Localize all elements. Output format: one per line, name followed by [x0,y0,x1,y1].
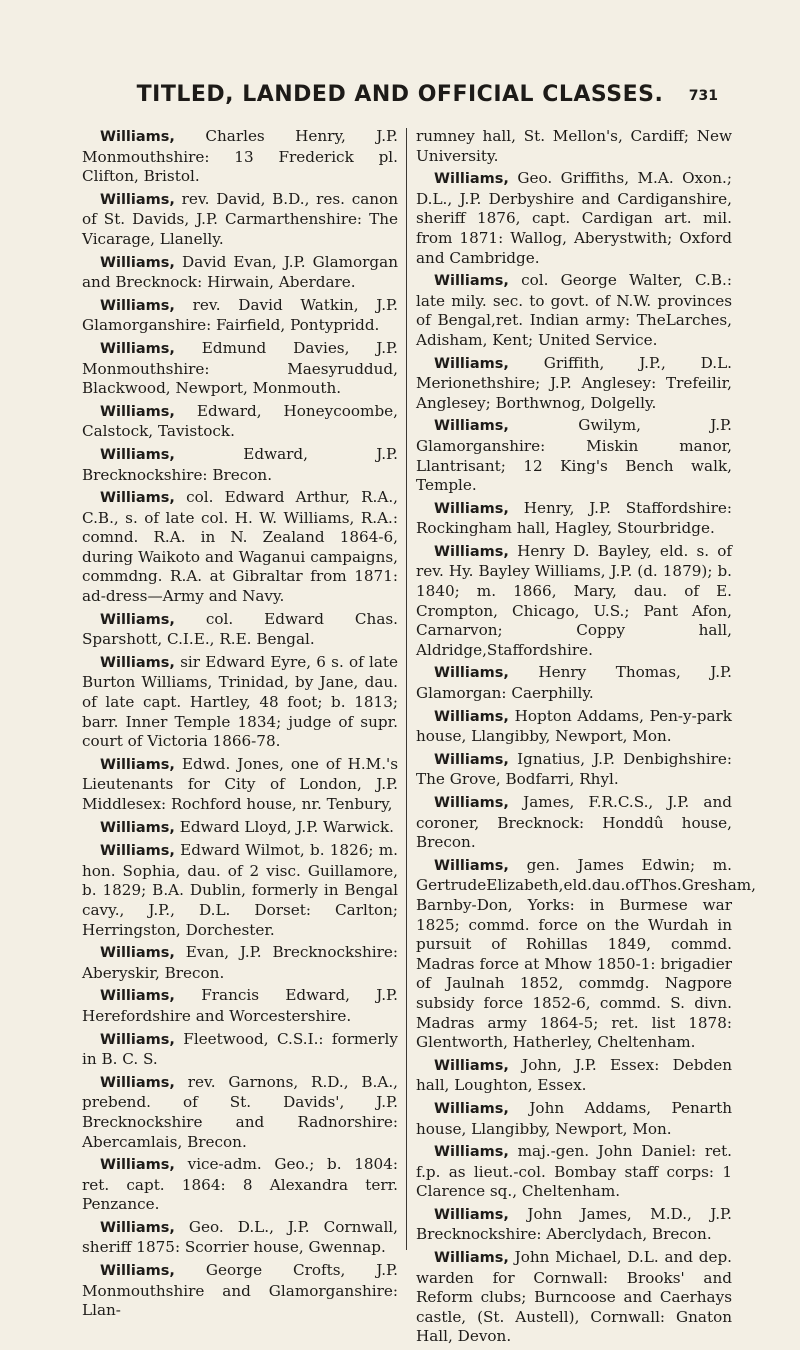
directory-entry [82,445,398,485]
directory-entry [82,610,398,650]
entry-text: Francis Edward, J.P. Herefordshire and Worcestershire. [82,986,398,1025]
entry-text: George Crofts, J.P. Monmouthshire and Glamorganshire: Llan- [82,1261,398,1320]
entry-text: Henry D. Bayley, eld. s. of rev. Hy. Bayley Williams, J.P. (d. 1879); b. 1840; m. 1866, Mary, dau. of E. Crompton, Chicago, U.S.; Pant Afon, Carnarvon; Coppy hall, Aldridge,Staffordshire. [416,541,732,659]
entry-surname: Williams, [100,1263,175,1280]
entry-surname: Williams, [434,1144,509,1161]
entry-surname: Williams, [100,1157,175,1174]
entry-surname: Williams, [100,490,175,507]
directory-entry [82,339,398,399]
directory-entry [82,841,398,940]
entry-text: Fleetwood, C.S.I.: formerly in B. C. S. [82,1029,398,1069]
entry-surname: Williams, [434,171,509,188]
directory-entry [416,169,732,268]
directory-entry [82,943,398,983]
directory-entry [82,818,398,839]
entry-text: Edward, Honeycoombe, Calstock, Tavistock. [82,401,398,441]
directory-entry [416,707,732,747]
directory-entry [416,416,732,495]
entry-surname: Williams, [100,843,175,860]
directory-entry [82,127,398,187]
entry-text: Ignatius, J.P. Denbighshire: The Grove, Bodfarri, Rhyl. [416,749,732,789]
entry-surname: Williams, [434,665,509,682]
entry-text: Edwd. Jones, one of H.M.'s Lieutenants for City of London, J.P. Middlesex: Rochford house, nr. Tenbury, [82,754,398,813]
directory-entry [416,354,732,414]
entry-surname: Williams, [434,751,509,768]
entry-surname: Williams, [100,446,175,463]
entry-text: rev. David Watkin, J.P. Glamorganshire: Fairfield, Pontypridd. [82,295,398,335]
entry-surname: Williams, [434,500,509,517]
entry-surname: Williams, [100,254,175,271]
running-head: TITLED, LANDED AND OFFICIAL CLASSES. [136,82,664,107]
left-column [82,127,398,1324]
entry-text: sir Edward Eyre, 6 s. of late Burton Williams, Trinidad, by Jane, dau. of late capt. Hartley, 48 foot; b. 1813; barr. Inner Temple 1834; judge of supr. court of Victoria 1866-78. [82,652,398,751]
entry-surname: Williams, [434,273,509,290]
entry-surname: Williams, [434,418,509,435]
directory-entry [82,986,398,1026]
directory-entry [82,1218,398,1258]
entry-text: Geo. D.L., J.P. Cornwall, sheriff 1875: Scorrier house, Gwennap. [82,1217,398,1257]
entry-text: Charles Henry, J.P. Monmouthshire: 13 Frederick pl. Clifton, Bristol. [82,127,398,186]
entry-surname: Williams, [100,403,175,420]
entry-text: Edmund Davies, J.P. Monmouthshire: Maesyruddud, Blackwood, Newport, Monmouth. [82,338,398,398]
column-divider [406,128,407,1250]
entry-surname: Williams, [434,543,509,560]
entry-surname: Williams, [100,611,175,628]
entry-text: gen. James Edwin; m. GertrudeElizabeth,eld.dau.ofThos.Gresham, Barnby-Don, Yorks: in Burmese war 1825; commd. force on the Wurdah in pursuit of Rohillas 1849, commd. Madras force at Mhow 1850-1: brigadier of Jaulnah 1852, commdg. Nagpore subsidy force 1852-6, commd. S. divn. Madras army 1864-5; ret. list 1878: Glentworth, Hatherley, Cheltenham. [416,855,756,1052]
entry-surname: Williams, [100,756,175,773]
entry-surname: Williams, [434,708,509,725]
entry-text: Gwilym, J.P. Glamorganshire: Miskin manor, Llantrisant; 12 King's Bench walk, Temple. [416,416,732,495]
entry-text: Henry Thomas, J.P. Glamorgan: Caerphilly. [416,663,732,703]
entry-surname: Williams, [434,1057,509,1074]
entry-text: Geo. Griffiths, M.A. Oxon.; D.L., J.P. Derbyshire and Cardiganshire, sheriff 1876, capt. Cardigan art. mil. from 1871: Wallog, Aberystwith; Oxford and Cambridge. [416,169,732,267]
entry-text: David Evan, J.P. Glamorgan and Brecknock: Hirwain, Aberdare. [82,252,398,292]
entry-text: John James, M.D., J.P. Brecknockshire: Aberclydach, Brecon. [416,1204,732,1244]
directory-entry [82,253,398,293]
directory-entry [416,793,732,853]
directory-entry [416,663,732,703]
entry-text: John Addams, Penarth house, Llangibby, Newport, Mon. [416,1098,732,1138]
directory-entry [416,1142,732,1202]
directory-entry [416,1205,732,1245]
entry-surname: Williams, [100,129,175,145]
directory-entry [82,1155,398,1215]
entry-surname: Williams, [100,1219,175,1236]
directory-entry [82,1261,398,1321]
entry-surname: Williams, [434,355,509,372]
entry-text: col. Edward Arthur, R.A., C.B., s. of late col. H. W. Williams, R.A.: comnd. R.A. in N. Zealand 1864-6, during Waikoto and Waganui campaigns, commdng. R.A. at Gibraltar from 1871: ad-dress—Army and Navy. [82,488,398,606]
directory-entry [416,127,732,166]
directory-entry [82,488,398,607]
entry-text: John Michael, D.L. and dep. warden for Cornwall: Brooks' and Reform clubs; Burncoose and Caerhays castle, (St. Austell), Cornwall: Gnaton Hall, Devon. [416,1248,732,1346]
entry-text: rumney hall, St. Mellon's, Cardiff; New University. [416,127,732,165]
entry-surname: Williams, [434,1250,509,1267]
entry-text: Henry, J.P. Staffordshire: Rockingham hall, Hagley, Stourbridge. [416,498,732,538]
entry-text: Evan, J.P. Brecknockshire: Aberyskir, Brecon. [82,943,398,982]
entry-text: Edward Wilmot, b. 1826; m. hon. Sophia, dau. of 2 visc. Guillamore, b. 1829; B.A. Dublin, formerly in Bengal cavy., J.P., D.L. Dorset: Carlton; Herringston, Dorchester. [82,841,398,939]
directory-entry [416,1099,732,1139]
right-column [416,127,756,1350]
directory-entry [416,271,732,350]
directory-entry [416,499,732,539]
entry-surname: Williams, [100,1031,175,1048]
entry-text: rev. Garnons, R.D., B.A., prebend. of St. Davids', J.P. Brecknockshire and Radnorshire: Abercamlais, Brecon. [82,1072,398,1151]
entry-surname: Williams, [100,945,175,962]
entry-text: rev. David, B.D., res. canon of St. Davids, J.P. Carmarthenshire: The Vicarage, Llanelly. [82,189,398,248]
entry-text: Griffith, J.P., D.L. Merionethshire; J.P. Anglesey: Trefeilir, Anglesey; Borthwnog, Dolgelly. [416,353,732,412]
entry-text: James, F.R.C.S., J.P. and coroner, Brecknock: Honddû house, Brecon. [416,793,732,852]
entry-text: vice-adm. Geo.; b. 1804: ret. capt. 1864: 8 Alexandra terr. Penzance. [82,1155,398,1214]
page-header [0,82,800,116]
directory-entry [416,750,732,790]
entry-surname: Williams, [434,1100,509,1117]
directory-entry [82,190,398,250]
directory-entry [82,653,398,752]
entry-surname: Williams, [100,819,175,836]
entry-surname: Williams, [100,1074,175,1091]
entry-text: col. Edward Chas. Sparshott, C.I.E., R.E. Bengal. [82,609,398,649]
entry-surname: Williams, [434,857,509,874]
entry-surname: Williams, [100,988,175,1005]
directory-entry [82,755,398,815]
directory-entry [416,855,756,1053]
directory-entry [416,1056,732,1096]
directory-entry [416,1248,732,1347]
entry-surname: Williams, [100,340,175,357]
directory-entry [82,402,398,442]
entry-surname: Williams, [100,654,175,671]
page-number: 731 [688,88,718,104]
entry-text: Edward Lloyd, J.P. Warwick. [174,817,394,836]
entry-text: Edward, J.P. Brecknockshire: Brecon. [82,444,398,484]
directory-entry [82,296,398,336]
directory-entry [82,1073,398,1152]
entry-text: col. George Walter, C.B.: late mily. sec. to govt. of N.W. provinces of Bengal,ret. Indian army: TheLarches, Adisham, Kent; United Service. [416,271,732,349]
entry-surname: Williams, [100,297,175,314]
entry-text: Hopton Addams, Pen-y-park house, Llangibby, Newport, Mon. [416,706,732,746]
directory-entry [416,542,732,661]
directory-entry [82,1030,398,1070]
entry-text: John, J.P. Essex: Debden hall, Loughton, Essex. [416,1055,732,1095]
entry-surname: Williams, [434,1206,509,1223]
entry-text: maj.-gen. John Daniel: ret. f.p. as lieut.-col. Bombay staff corps: 1 Clarence sq., Cheltenham. [416,1142,732,1201]
entry-surname: Williams, [100,191,175,208]
entry-surname: Williams, [434,795,509,811]
